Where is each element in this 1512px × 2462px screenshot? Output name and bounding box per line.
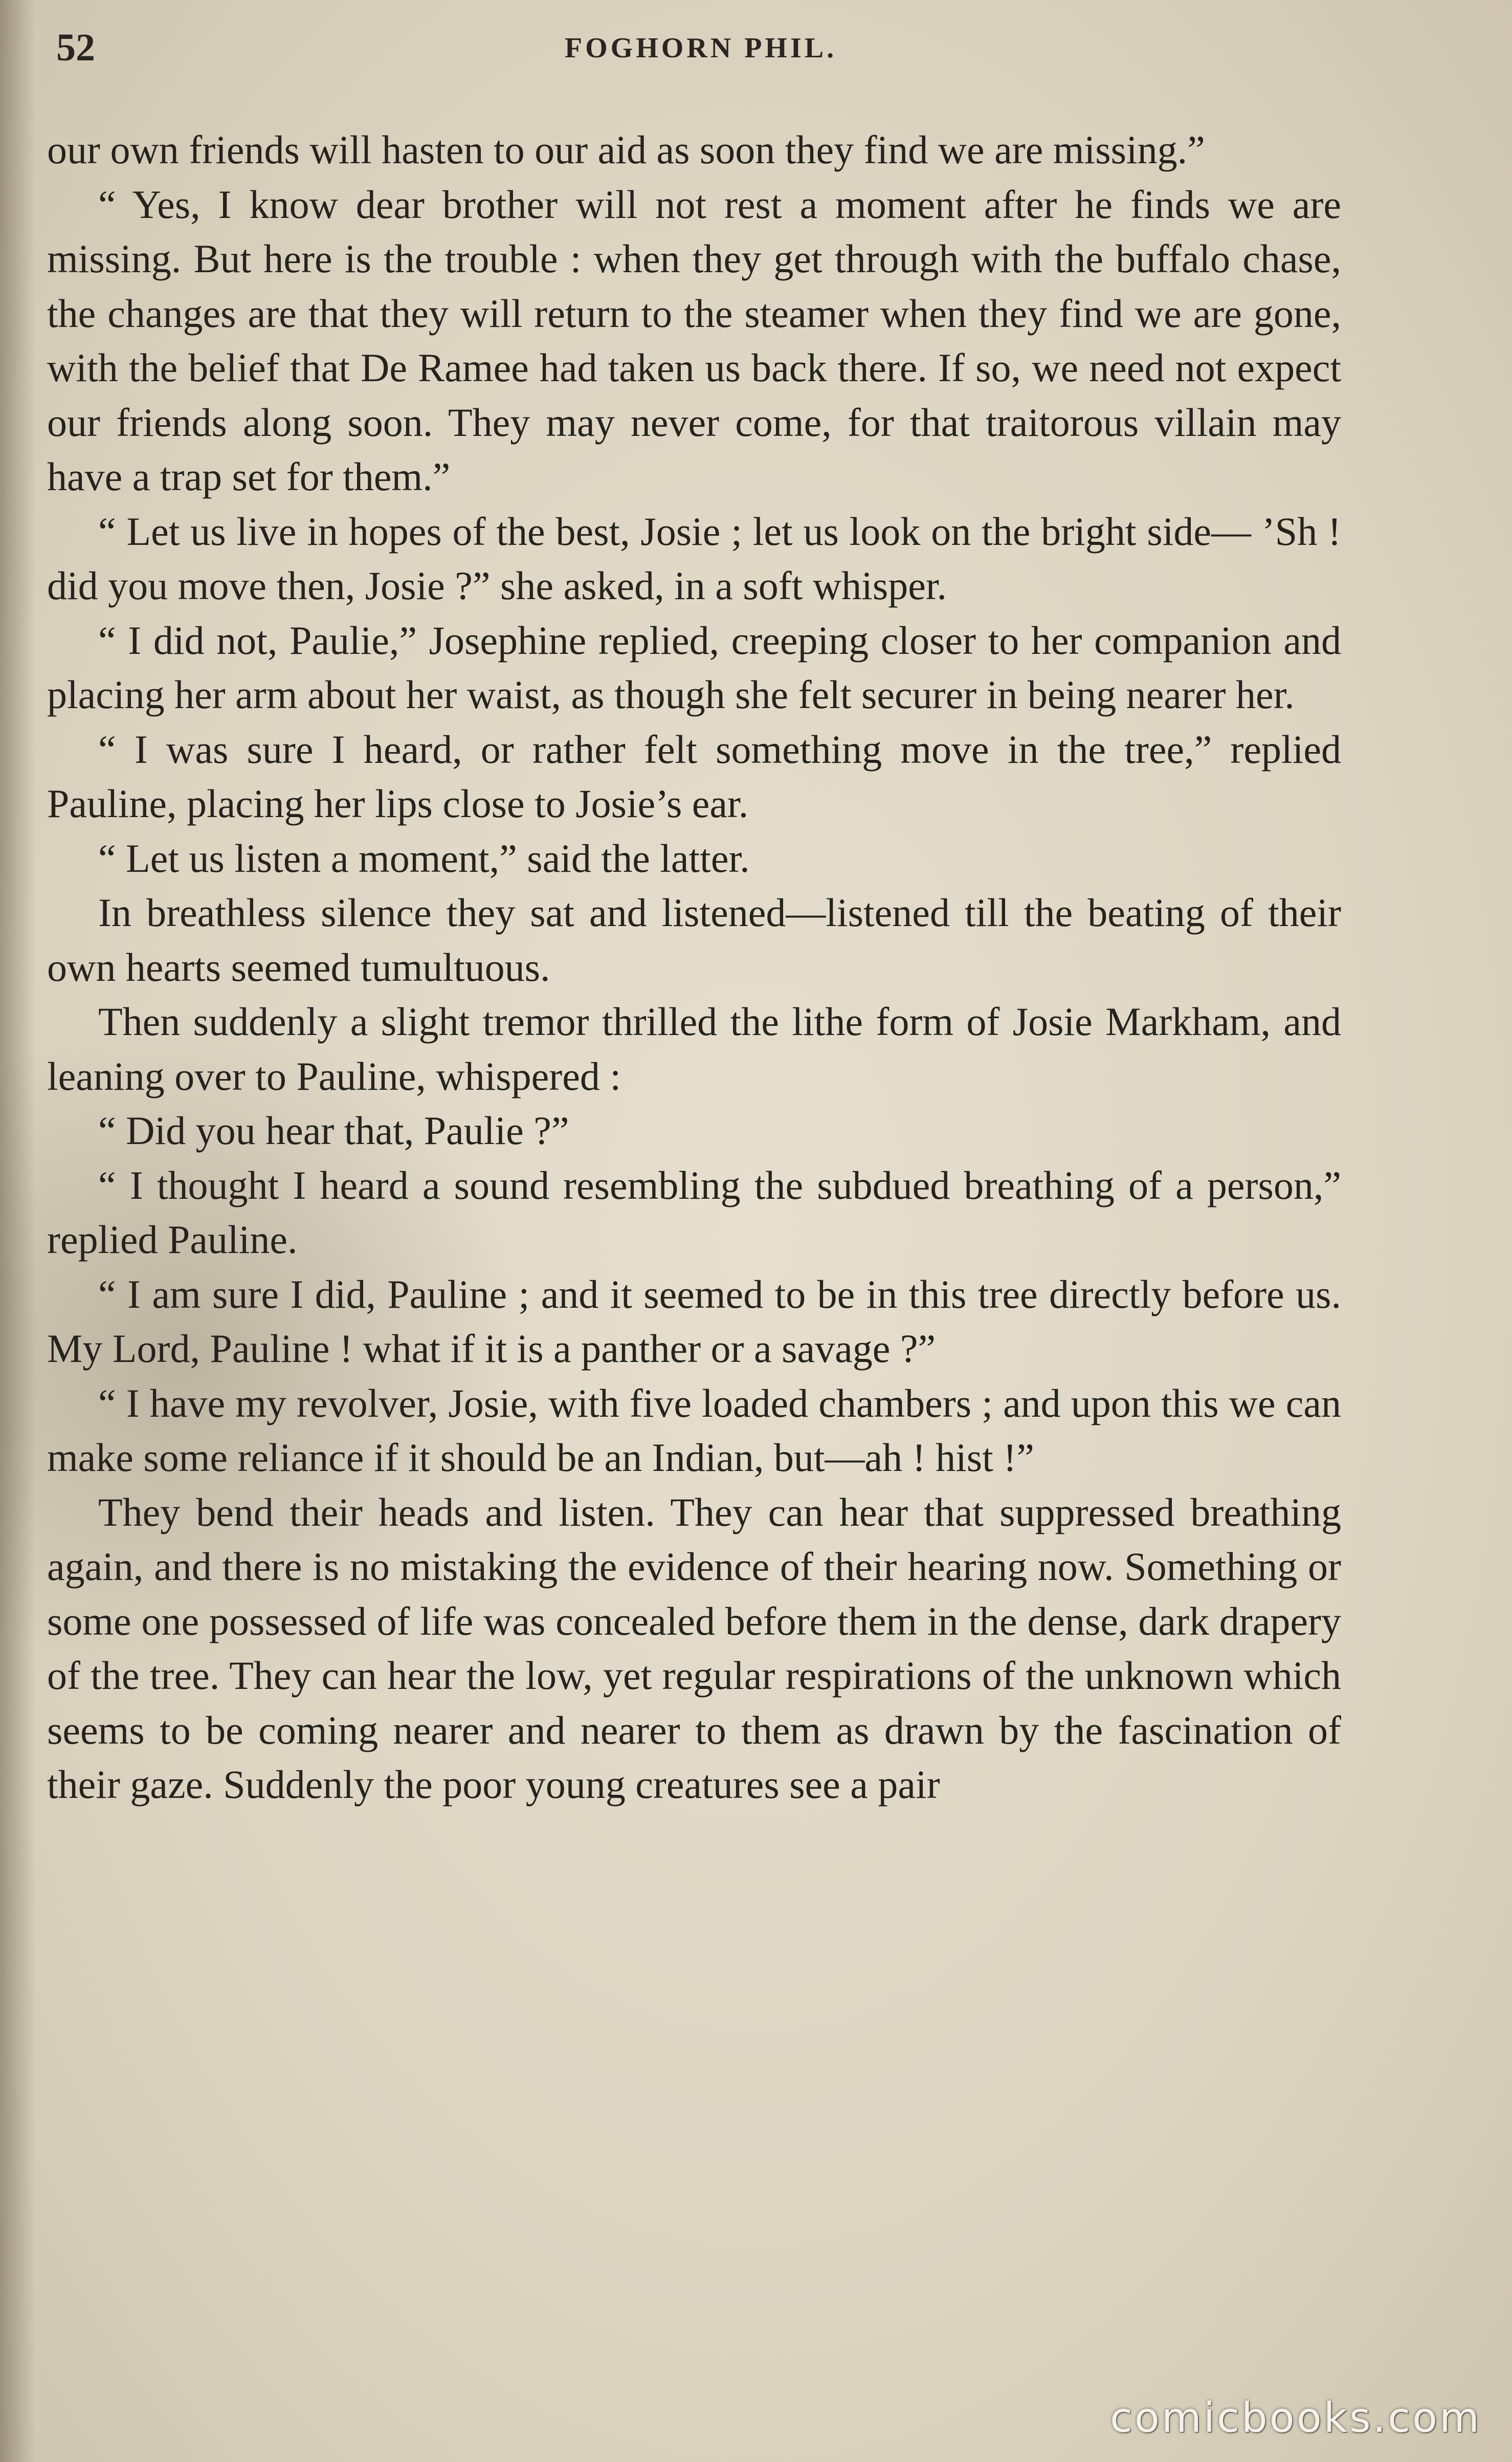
running-title: FOGHORN PHIL. (564, 32, 837, 64)
paragraph: “ Let us listen a moment,” said the latter. (98, 836, 750, 881)
page-number: 52 (56, 26, 95, 69)
paragraph: “ Did you hear that, Paulie ?” (98, 1108, 569, 1153)
paragraph: In breathless silence they sat and listened—listened till the beating of their own hearts seemed tumultuous. (47, 890, 1341, 990)
paragraph: They bend their heads and listen. They can hear that suppressed breathing again, and there is no mistaking the evidence of their hearing now. Something or some one possessed of life was concealed before them in the dense, dark drapery of the tree. They can hear the low, yet regular respirations of the unknown which seems to be coming nearer and nearer to them as drawn by the fascination of their gaze. Suddenly the poor young creatures see a pair (47, 1489, 1341, 1807)
paragraph: Then suddenly a slight tremor thrilled the lithe form of Josie Markham, and leaning over to Pauline, whispered : (47, 999, 1341, 1098)
paragraph: “ I was sure I heard, or rather felt something move in the tree,” replied Pauline, placing her lips close to Josie’s ear. (47, 727, 1341, 826)
paragraph: “ I have my revolver, Josie, with five loaded chambers ; and upon this we can make some reliance if it should be an Indian, but—ah ! hist !” (47, 1380, 1341, 1480)
paragraph: “ I did not, Paulie,” Josephine replied, creeping closer to her companion and placing her arm about her waist, as though she felt securer in being nearer her. (47, 618, 1341, 717)
paragraph: “ I thought I heard a sound resembling the subdued breathing of a person,” replied Pauline. (47, 1162, 1341, 1262)
paragraph: our own friends will hasten to our aid as soon they find we are missing.” (47, 127, 1205, 172)
paragraph: “ Let us live in hopes of the best, Josie ; let us look on the bright side— ’Sh ! did you move then, Josie ?” she asked, in a soft whisper. (47, 509, 1341, 608)
body-text (47, 123, 1341, 1812)
running-head (56, 20, 1345, 82)
watermark: comicbooks.com (1109, 2394, 1481, 2442)
paragraph: “ I am sure I did, Pauline ; and it seemed to be in this tree directly before us. My Lord, Pauline ! what if it is a panther or a savage ?” (47, 1271, 1341, 1371)
paragraph: “ Yes, I know dear brother will not rest a moment after he finds we are missing. But here is the trouble : when they get through with the buffalo chase, the changes are that they will return to the steamer when they find we are gone, with the belief that De Ramee had taken us back there. If so, we need not expect our friends along soon. They may never come, for that traitorous villain may have a trap set for them.” (47, 182, 1341, 499)
